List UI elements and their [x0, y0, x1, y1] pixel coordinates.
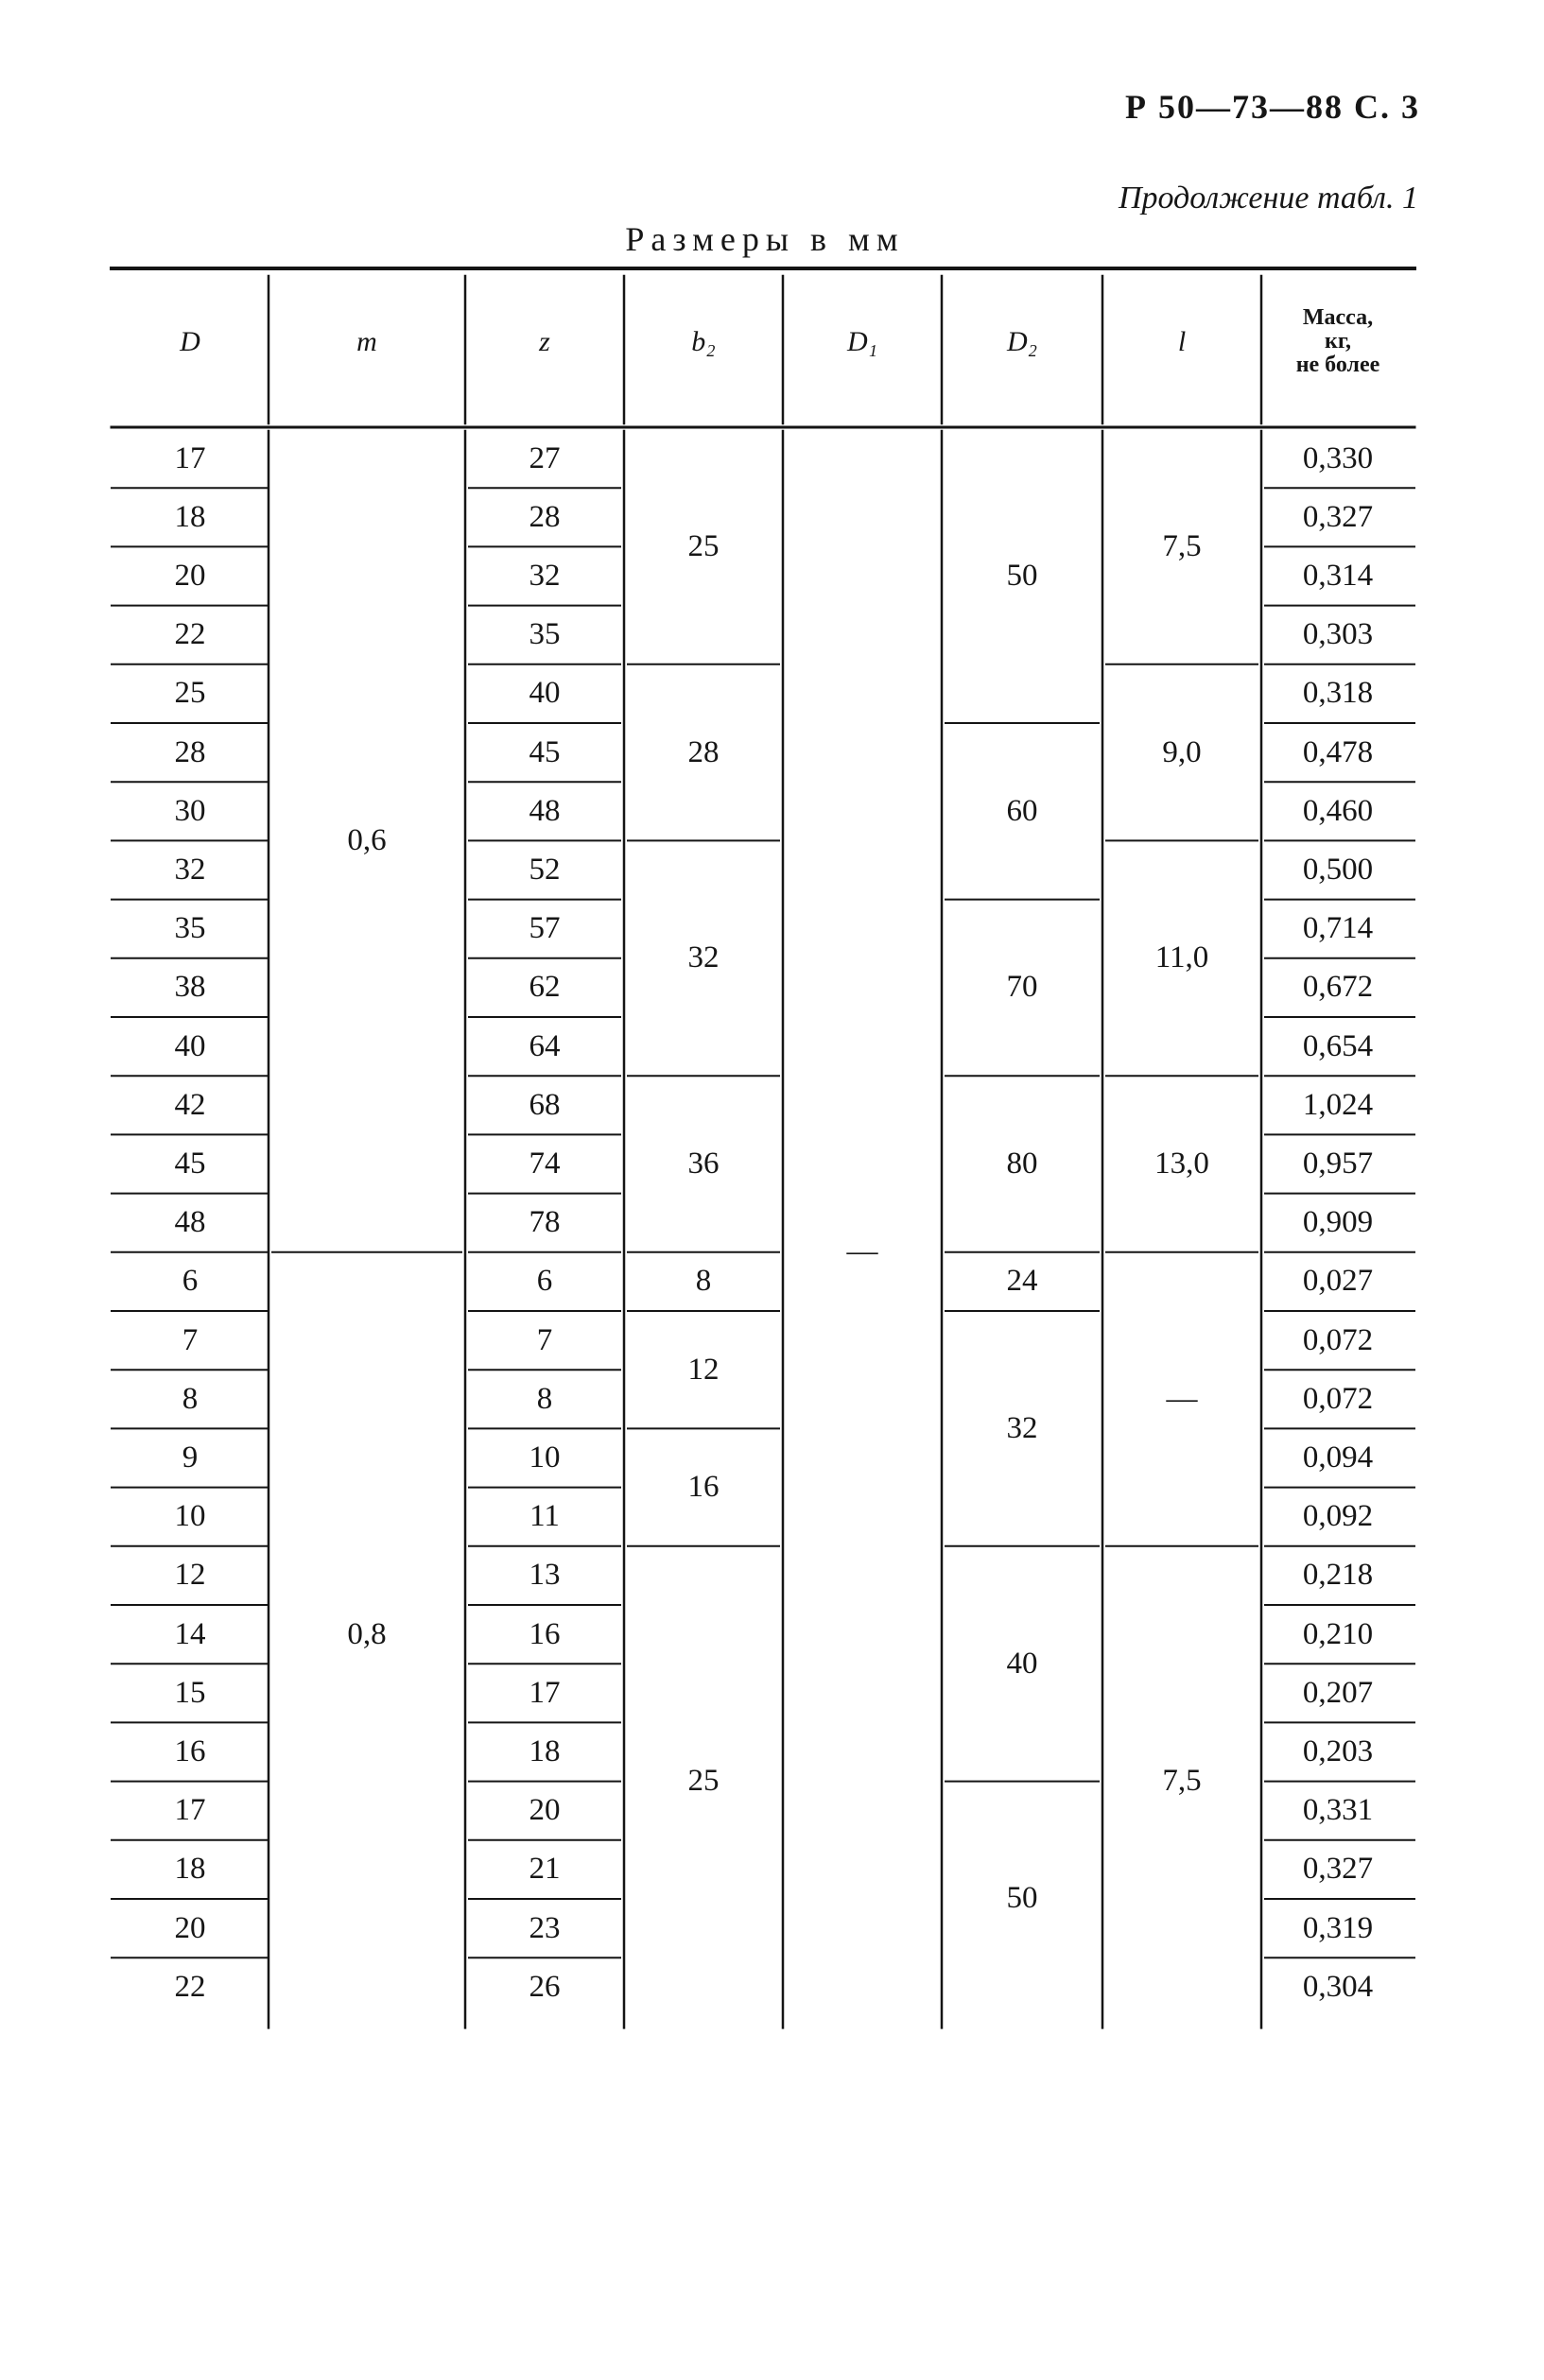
cell-mass: 0,072	[1302, 1381, 1374, 1416]
cell-d: 15	[174, 1675, 206, 1710]
cell-z: 52	[529, 852, 561, 887]
cell-mass: 0,478	[1302, 734, 1374, 769]
units-caption: Размеры в мм	[625, 220, 905, 258]
cell-d: 42	[174, 1087, 206, 1122]
cell-d: 7	[182, 1322, 199, 1357]
cell-d: 12	[174, 1558, 206, 1593]
cell-mass: 1,024	[1302, 1087, 1374, 1122]
cell-d: 10	[174, 1499, 206, 1534]
cell-mass: 0,319	[1302, 1910, 1374, 1945]
dimensions-table	[112, 267, 1414, 2081]
cell-b2: 12	[687, 1352, 720, 1387]
cell-z: 27	[529, 440, 561, 475]
cell-l: 11,0	[1154, 940, 1209, 975]
cell-d: 48	[174, 1205, 206, 1240]
cell-mass: 0,072	[1302, 1322, 1374, 1357]
cell-mass: 0,672	[1302, 970, 1374, 1005]
cell-l: 7,5	[1162, 1764, 1202, 1799]
cell-d1: —	[846, 1234, 878, 1269]
cell-d: 8	[182, 1381, 199, 1416]
cell-d: 18	[174, 1852, 206, 1887]
cell-z: 6	[536, 1264, 553, 1299]
cell-z: 21	[529, 1852, 561, 1887]
table-continuation-label: Продолжение табл. 1	[1118, 181, 1418, 216]
cell-z: 64	[529, 1028, 561, 1063]
cell-d: 17	[174, 440, 206, 475]
cell-mass: 0,909	[1302, 1205, 1374, 1240]
cell-l: 13,0	[1154, 1146, 1209, 1181]
cell-d2: 80	[1006, 1146, 1038, 1181]
cell-z: 35	[529, 617, 561, 652]
cell-d: 22	[174, 617, 206, 652]
cell-l: —	[1166, 1381, 1198, 1416]
cell-z: 74	[529, 1146, 561, 1181]
cell-d: 17	[174, 1793, 206, 1828]
cell-b2: 16	[687, 1470, 720, 1505]
cell-z: 17	[529, 1675, 561, 1710]
cell-d: 22	[174, 1969, 206, 2004]
cell-mass: 0,210	[1302, 1616, 1374, 1651]
cell-z: 10	[529, 1440, 561, 1475]
cell-d: 40	[174, 1028, 206, 1063]
cell-d: 14	[174, 1616, 206, 1651]
cell-l: 7,5	[1162, 528, 1202, 563]
cell-b2: 36	[687, 1146, 720, 1181]
cell-d: 32	[174, 852, 206, 887]
cell-d2: 50	[1006, 1881, 1038, 1916]
header-z: z	[539, 326, 550, 357]
cell-d: 9	[182, 1440, 199, 1475]
cell-d: 18	[174, 499, 206, 534]
cell-m: 0,8	[347, 1616, 387, 1651]
cell-z: 11	[529, 1499, 560, 1534]
cell-mass: 0,314	[1302, 558, 1374, 593]
cell-l: 9,0	[1162, 734, 1202, 769]
cell-z: 57	[529, 911, 561, 946]
cell-mass: 0,327	[1302, 499, 1374, 534]
cell-z: 13	[529, 1558, 561, 1593]
cell-d: 20	[174, 558, 206, 593]
header-mass: Масса, кг, не более	[1295, 304, 1380, 378]
cell-z: 45	[529, 734, 561, 769]
header-l: l	[1177, 326, 1187, 357]
cell-mass: 0,331	[1302, 1793, 1374, 1828]
cell-d: 35	[174, 911, 206, 946]
cell-z: 18	[529, 1733, 561, 1768]
cell-z: 68	[529, 1087, 561, 1122]
cell-mass: 0,303	[1302, 617, 1374, 652]
cell-b2: 32	[687, 940, 720, 975]
cell-b2: 25	[687, 528, 720, 563]
cell-d2: 60	[1006, 793, 1038, 828]
cell-z: 28	[529, 499, 561, 534]
cell-d: 16	[174, 1733, 206, 1768]
cell-z: 48	[529, 793, 561, 828]
header-d: D	[180, 326, 200, 357]
cell-z: 8	[536, 1381, 553, 1416]
cell-d2: 32	[1006, 1410, 1038, 1445]
cell-b2: 25	[687, 1764, 720, 1799]
cell-d: 38	[174, 970, 206, 1005]
cell-mass: 0,304	[1302, 1969, 1374, 2004]
cell-d2: 70	[1006, 970, 1038, 1005]
cell-mass: 0,330	[1302, 440, 1374, 475]
header-m: m	[356, 326, 377, 357]
cell-mass: 0,460	[1302, 793, 1374, 828]
cell-d: 20	[174, 1910, 206, 1945]
cell-d: 45	[174, 1146, 206, 1181]
cell-mass: 0,318	[1302, 676, 1374, 711]
cell-mass: 0,094	[1302, 1440, 1374, 1475]
cell-z: 20	[529, 1793, 561, 1828]
cell-z: 62	[529, 970, 561, 1005]
cell-z: 16	[529, 1616, 561, 1651]
cell-b2: 28	[687, 734, 720, 769]
header-d2: D₂	[1006, 326, 1038, 357]
cell-d: 30	[174, 793, 206, 828]
cell-d2: 50	[1006, 559, 1038, 593]
cell-z: 23	[529, 1910, 561, 1945]
header-b2: b₂	[691, 326, 716, 357]
cell-b2: 8	[695, 1264, 712, 1299]
cell-m: 0,6	[347, 822, 387, 857]
cell-d2: 24	[1006, 1264, 1038, 1299]
cell-z: 78	[529, 1205, 561, 1240]
cell-mass: 0,714	[1302, 911, 1374, 946]
cell-mass: 0,092	[1302, 1499, 1374, 1534]
cell-mass: 0,203	[1302, 1733, 1374, 1768]
cell-mass: 0,654	[1302, 1028, 1374, 1063]
cell-d: 28	[174, 734, 206, 769]
cell-mass: 0,027	[1302, 1264, 1374, 1299]
cell-mass: 0,218	[1302, 1558, 1374, 1593]
cell-z: 7	[536, 1322, 553, 1357]
page-number-header: Р 50—73—88 С. 3	[1125, 88, 1420, 126]
cell-mass: 0,327	[1302, 1852, 1374, 1887]
cell-mass: 0,500	[1302, 852, 1374, 887]
cell-d: 6	[182, 1264, 199, 1299]
cell-d: 25	[174, 676, 206, 711]
cell-z: 40	[529, 676, 561, 711]
cell-mass: 0,957	[1302, 1146, 1374, 1181]
header-d1: D₁	[846, 326, 878, 357]
cell-z: 32	[529, 558, 561, 593]
cell-z: 26	[529, 1969, 561, 2004]
cell-d2: 40	[1006, 1646, 1038, 1681]
cell-mass: 0,207	[1302, 1675, 1374, 1710]
